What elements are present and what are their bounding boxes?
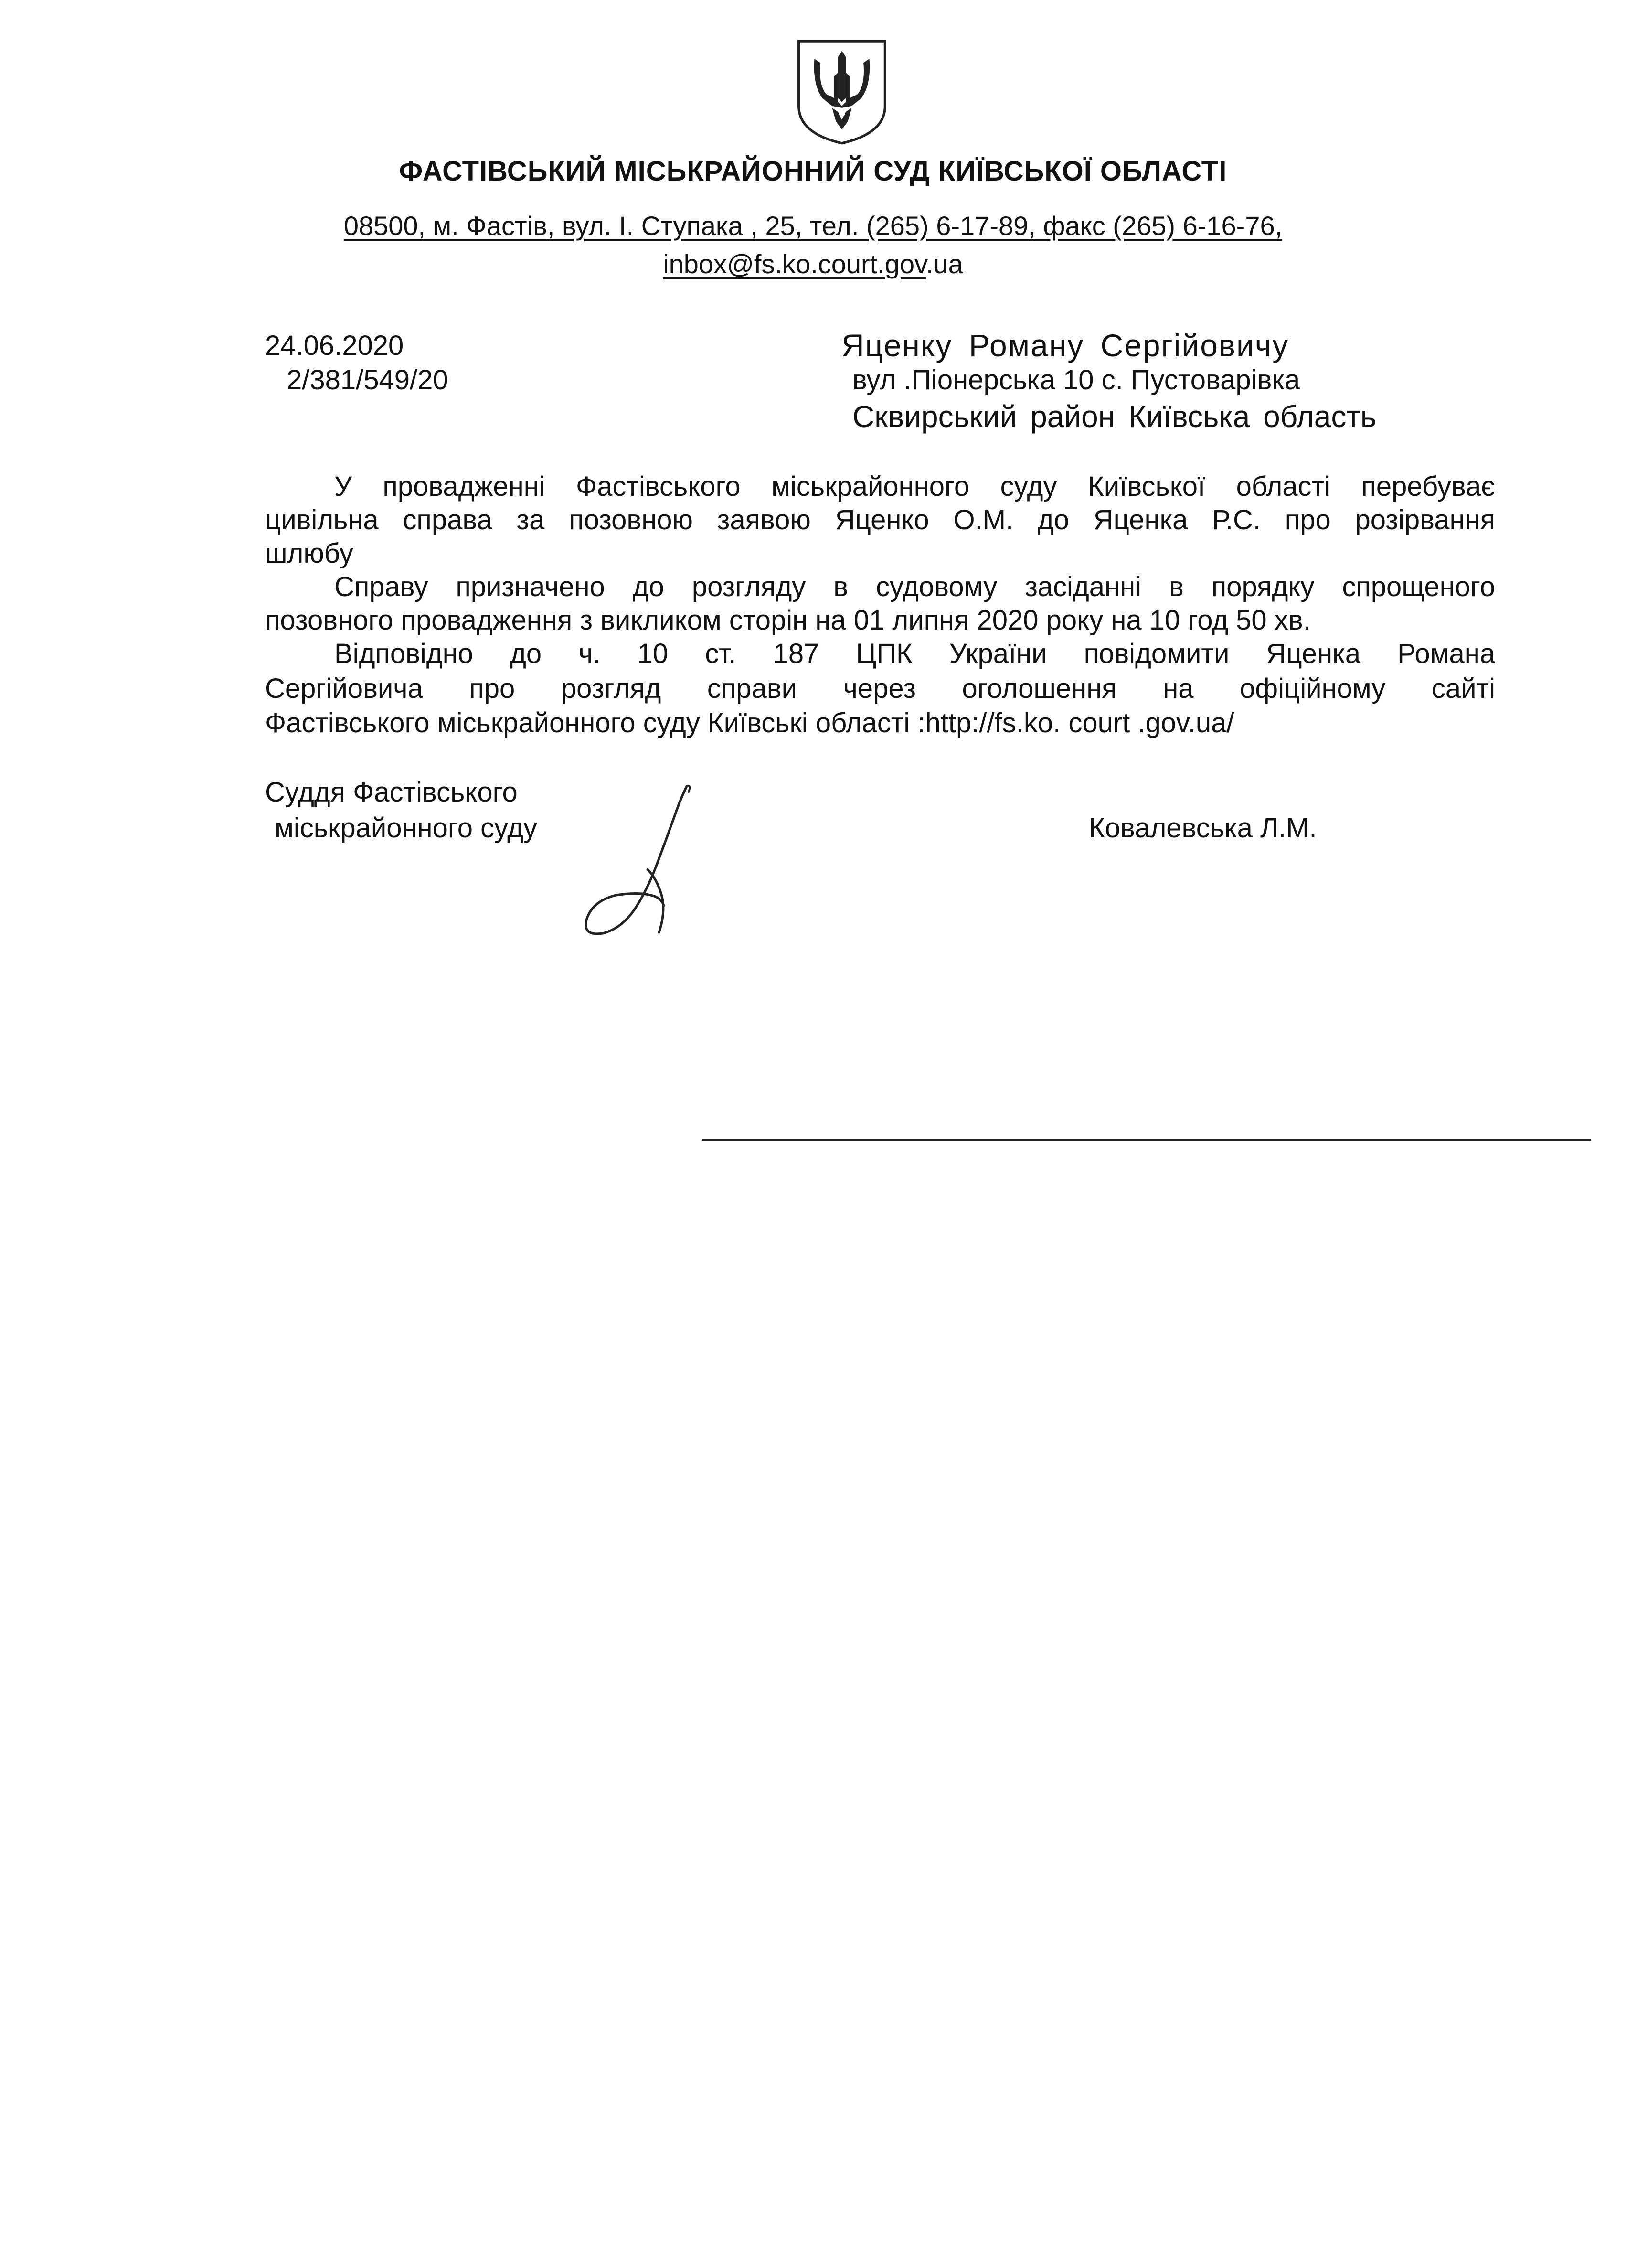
recipient-region: Сквирський район Київська область — [852, 399, 1377, 434]
recipient-street: вул .Піонерська 10 с. Пустоварівка — [852, 364, 1300, 396]
handwritten-signature-icon — [563, 783, 716, 941]
body-line: Фастівського міськрайонного суду Київські області :http://fs.ko. court .gov.ua/ — [265, 707, 1234, 738]
signatory-title-line-1: Суддя Фастівського — [265, 777, 518, 808]
court-address: 08500, м. Фастів, вул. І. Ступака , 25, тел. (265) 6-17-89, факс (265) 6-16-76, — [343, 211, 1283, 241]
body-line: Відповідно до ч. 10 ст. 187 ЦПК України повідомити Яценка Романа — [334, 638, 1495, 669]
court-email — [0, 248, 1626, 279]
body-line: позовного провадження з викликом сторін на 01 липня 2020 року на 10 год 50 хв. — [265, 605, 1311, 636]
horizontal-rule — [702, 1139, 1591, 1141]
body-line: цивільна справа за позовною заявою Яценко О.М. до Яценка Р.С. про розірвання — [265, 504, 1495, 535]
body-line: Справу призначено до розгляду в судовому засіданні в порядку спрощеного — [334, 571, 1495, 602]
signatory-title-line-2: міськрайонного суду — [275, 813, 538, 844]
body-line: шлюбу — [265, 538, 353, 569]
judge-name: Ковалевська Л.М. — [1089, 813, 1317, 844]
recipient-name: Яценку Роману Сергійовичу — [841, 328, 1289, 363]
body-line: У провадженні Фастівського міськрайонного суду Київської області перебуває — [334, 471, 1495, 502]
trident-coat-of-arms-icon — [793, 37, 891, 147]
body-line: Сергійовича про розгляд справи через оголошення на офіційному сайті — [265, 673, 1495, 704]
court-email-link[interactable]: inbox@fs.ko.court.gov — [663, 249, 926, 279]
court-email-suffix: .ua — [925, 249, 963, 279]
document-number: 2/381/549/20 — [287, 364, 448, 396]
court-name: ФАСТІВСЬКИЙ МІСЬКРАЙОННИЙ СУД КИЇВСЬКОЇ ОБЛАСТІ — [399, 156, 1227, 187]
document-date: 24.06.2020 — [265, 330, 404, 361]
